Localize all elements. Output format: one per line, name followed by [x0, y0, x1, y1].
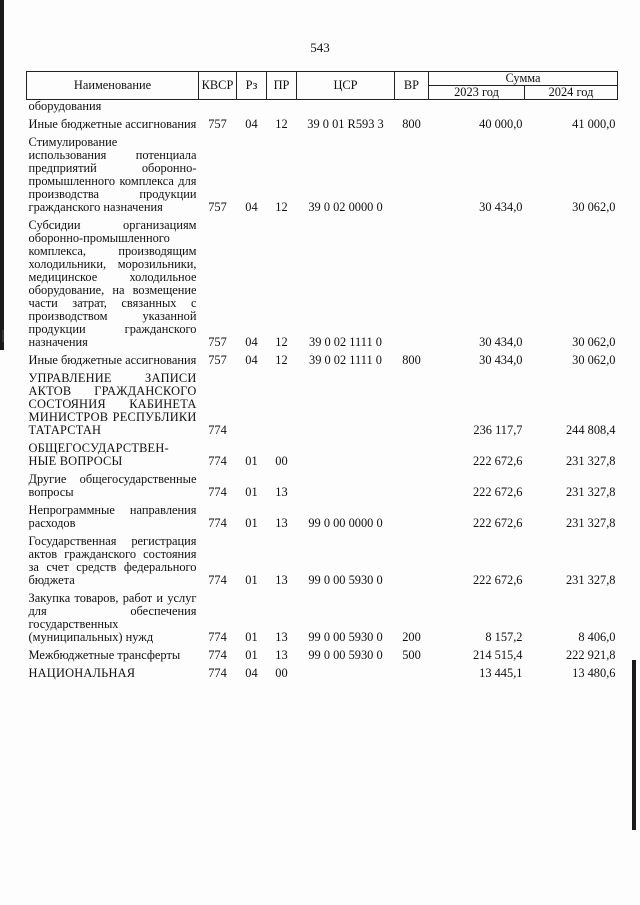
row-pr: 00 — [275, 454, 288, 468]
row-csr — [297, 468, 395, 499]
table-row — [27, 367, 618, 437]
table-row — [27, 214, 618, 349]
row-kvsr: 774 — [208, 485, 227, 499]
row-rz: 01 — [245, 630, 258, 644]
row-kvsr: 757 — [208, 200, 227, 214]
row-vr — [395, 131, 429, 214]
header-year-2024: 2024 год — [525, 86, 618, 100]
row-pr: 13 — [275, 485, 288, 499]
row-vr — [395, 437, 429, 468]
row-vr: 200 — [402, 630, 421, 644]
row-name: Непрограммные направления расходов — [28, 503, 197, 530]
row-sum-2023: 40 000,0 — [479, 117, 523, 131]
row-vr — [395, 468, 429, 499]
row-name: Межбюджетные трансферты — [28, 648, 181, 662]
row-pr — [267, 100, 297, 114]
row-vr: 500 — [402, 648, 421, 662]
row-csr: 39 0 02 1111 0 — [309, 335, 382, 349]
row-pr: 00 — [275, 666, 288, 680]
header-pr: ПР — [267, 72, 297, 100]
row-name: Стимулирование использования потенциала предприятий оборонно-промышленного комплекса для производства продукции гражданского назначения — [28, 135, 197, 214]
row-csr: 99 0 00 5930 0 — [308, 630, 383, 644]
row-kvsr: 774 — [208, 648, 227, 662]
header-vr: ВР — [395, 72, 429, 100]
table-row — [27, 131, 618, 214]
row-vr — [395, 662, 429, 680]
row-rz — [237, 100, 267, 114]
table-row — [27, 662, 618, 680]
row-sum-2024: 231 327,8 — [565, 454, 616, 468]
row-pr: 13 — [275, 630, 288, 644]
row-csr: 99 0 00 0000 0 — [308, 516, 383, 530]
row-rz: 04 — [245, 353, 258, 367]
row-vr — [395, 214, 429, 349]
row-sum-2023 — [429, 100, 525, 114]
row-pr: 12 — [275, 200, 288, 214]
row-name: НАЦИОНАЛЬНАЯ — [28, 666, 136, 680]
header-csr: ЦСР — [297, 72, 395, 100]
row-sum-2024: 231 327,8 — [565, 516, 616, 530]
scan-edge-right — [632, 660, 636, 830]
header-name: Наименование — [27, 72, 199, 100]
row-csr: 99 0 00 5930 0 — [308, 573, 383, 587]
row-rz: 04 — [245, 200, 258, 214]
row-csr — [297, 100, 395, 114]
row-sum-2024: 231 327,8 — [565, 573, 616, 587]
row-sum-2023: 236 117,7 — [473, 423, 523, 437]
row-name: оборудования — [28, 99, 102, 113]
row-vr — [395, 100, 429, 114]
row-csr: 39 0 02 0000 0 — [308, 200, 383, 214]
row-vr: 800 — [402, 117, 421, 131]
row-pr: 12 — [275, 353, 288, 367]
row-rz: 04 — [245, 117, 258, 131]
row-name: Иные бюджетные ассигнования — [28, 117, 197, 131]
header-year-2023: 2023 год — [429, 86, 525, 100]
row-kvsr: 774 — [208, 573, 227, 587]
row-name: Иные бюджетные ассигнования — [28, 353, 197, 367]
header-sum: Сумма — [429, 72, 618, 86]
table-header — [27, 72, 618, 100]
row-rz: 01 — [245, 454, 258, 468]
row-rz: 04 — [245, 666, 258, 680]
row-name: УПРАВЛЕНИЕ ЗАПИСИ АКТОВ ГРАЖДАНСКОГО СОСТОЯНИЯ КАБИНЕТА МИНИСТРОВ РЕСПУБЛИКИ ТАТАРСТАН — [28, 371, 197, 437]
page-number: 543 — [310, 40, 330, 55]
table-row — [27, 468, 618, 499]
row-pr: 13 — [275, 516, 288, 530]
row-rz: 01 — [245, 648, 258, 662]
row-csr — [297, 437, 395, 468]
row-kvsr: 757 — [208, 117, 227, 131]
table-row — [27, 349, 618, 367]
table-row — [27, 644, 618, 662]
table-body — [27, 100, 618, 681]
row-csr — [297, 367, 395, 437]
row-rz: 01 — [245, 573, 258, 587]
row-vr — [395, 530, 429, 587]
row-pr: 13 — [275, 648, 288, 662]
budget-table — [26, 71, 618, 680]
row-sum-2024: 13 480,6 — [572, 666, 616, 680]
row-name: Субсидии организациям оборонно-промышленного комплекса, производящим холодильники, морозильники, медицинское холодильное оборудование, на возмещение части затрат, связанных с производством указанной продукции гражданского назначения — [28, 218, 197, 349]
row-kvsr: 774 — [208, 423, 227, 437]
row-name: Государственная регистрация актов гражданского состояния за счет средств федерального бюджета — [28, 534, 197, 587]
row-vr: 800 — [402, 353, 421, 367]
row-kvsr — [199, 100, 237, 114]
row-sum-2023: 13 445,1 — [479, 666, 523, 680]
row-csr: 99 0 00 5930 0 — [308, 648, 383, 662]
table-row — [27, 100, 618, 114]
row-pr — [267, 367, 297, 437]
row-sum-2023: 222 672,6 — [472, 454, 523, 468]
row-csr: 39 0 02 1111 0 — [309, 353, 382, 367]
row-sum-2023: 222 672,6 — [472, 573, 523, 587]
row-kvsr: 774 — [208, 630, 227, 644]
row-rz — [237, 367, 267, 437]
row-sum-2024 — [525, 100, 618, 114]
row-pr: 12 — [275, 117, 288, 131]
row-sum-2023: 222 672,6 — [472, 485, 523, 499]
row-sum-2024: 30 062,0 — [572, 200, 616, 214]
row-rz: 04 — [245, 335, 258, 349]
row-vr — [395, 499, 429, 530]
row-vr — [395, 367, 429, 437]
row-name: Другие общегосударственные вопросы — [28, 472, 197, 499]
row-kvsr: 757 — [208, 335, 227, 349]
row-sum-2023: 30 434,0 — [479, 200, 523, 214]
row-csr — [297, 662, 395, 680]
row-sum-2024: 8 406,0 — [578, 630, 616, 644]
row-sum-2024: 41 000,0 — [572, 117, 616, 131]
row-sum-2024: 222 921,8 — [565, 648, 616, 662]
row-pr: 12 — [275, 335, 288, 349]
row-rz: 01 — [245, 485, 258, 499]
row-sum-2024: 30 062,0 — [572, 353, 616, 367]
row-kvsr: 757 — [208, 353, 227, 367]
row-sum-2024: 231 327,8 — [565, 485, 616, 499]
row-csr: 39 0 01 R593 3 — [307, 117, 384, 131]
table-row — [27, 530, 618, 587]
header-kvsr: КВСР — [199, 72, 237, 100]
scan-edge-mark — [2, 330, 4, 342]
row-sum-2024: 244 808,4 — [565, 423, 616, 437]
row-sum-2023: 222 672,6 — [472, 516, 523, 530]
row-sum-2023: 30 434,0 — [479, 335, 523, 349]
row-sum-2023: 30 434,0 — [479, 353, 523, 367]
row-name: ОБЩЕГОСУДАРСТВЕН-НЫЕ ВОПРОСЫ — [28, 441, 169, 468]
table-row — [27, 113, 618, 131]
row-kvsr: 774 — [208, 516, 227, 530]
row-pr: 13 — [275, 573, 288, 587]
table-row — [27, 499, 618, 530]
row-kvsr: 774 — [208, 454, 227, 468]
row-name: Закупка товаров, работ и услуг для обеспечения государственных (муниципальных) нужд — [28, 591, 197, 644]
header-rz: Рз — [237, 72, 267, 100]
row-sum-2023: 214 515,4 — [472, 648, 523, 662]
row-sum-2023: 8 157,2 — [485, 630, 523, 644]
row-rz: 01 — [245, 516, 258, 530]
row-kvsr: 774 — [208, 666, 227, 680]
row-sum-2024: 30 062,0 — [572, 335, 616, 349]
table-row — [27, 437, 618, 468]
table-row — [27, 587, 618, 644]
